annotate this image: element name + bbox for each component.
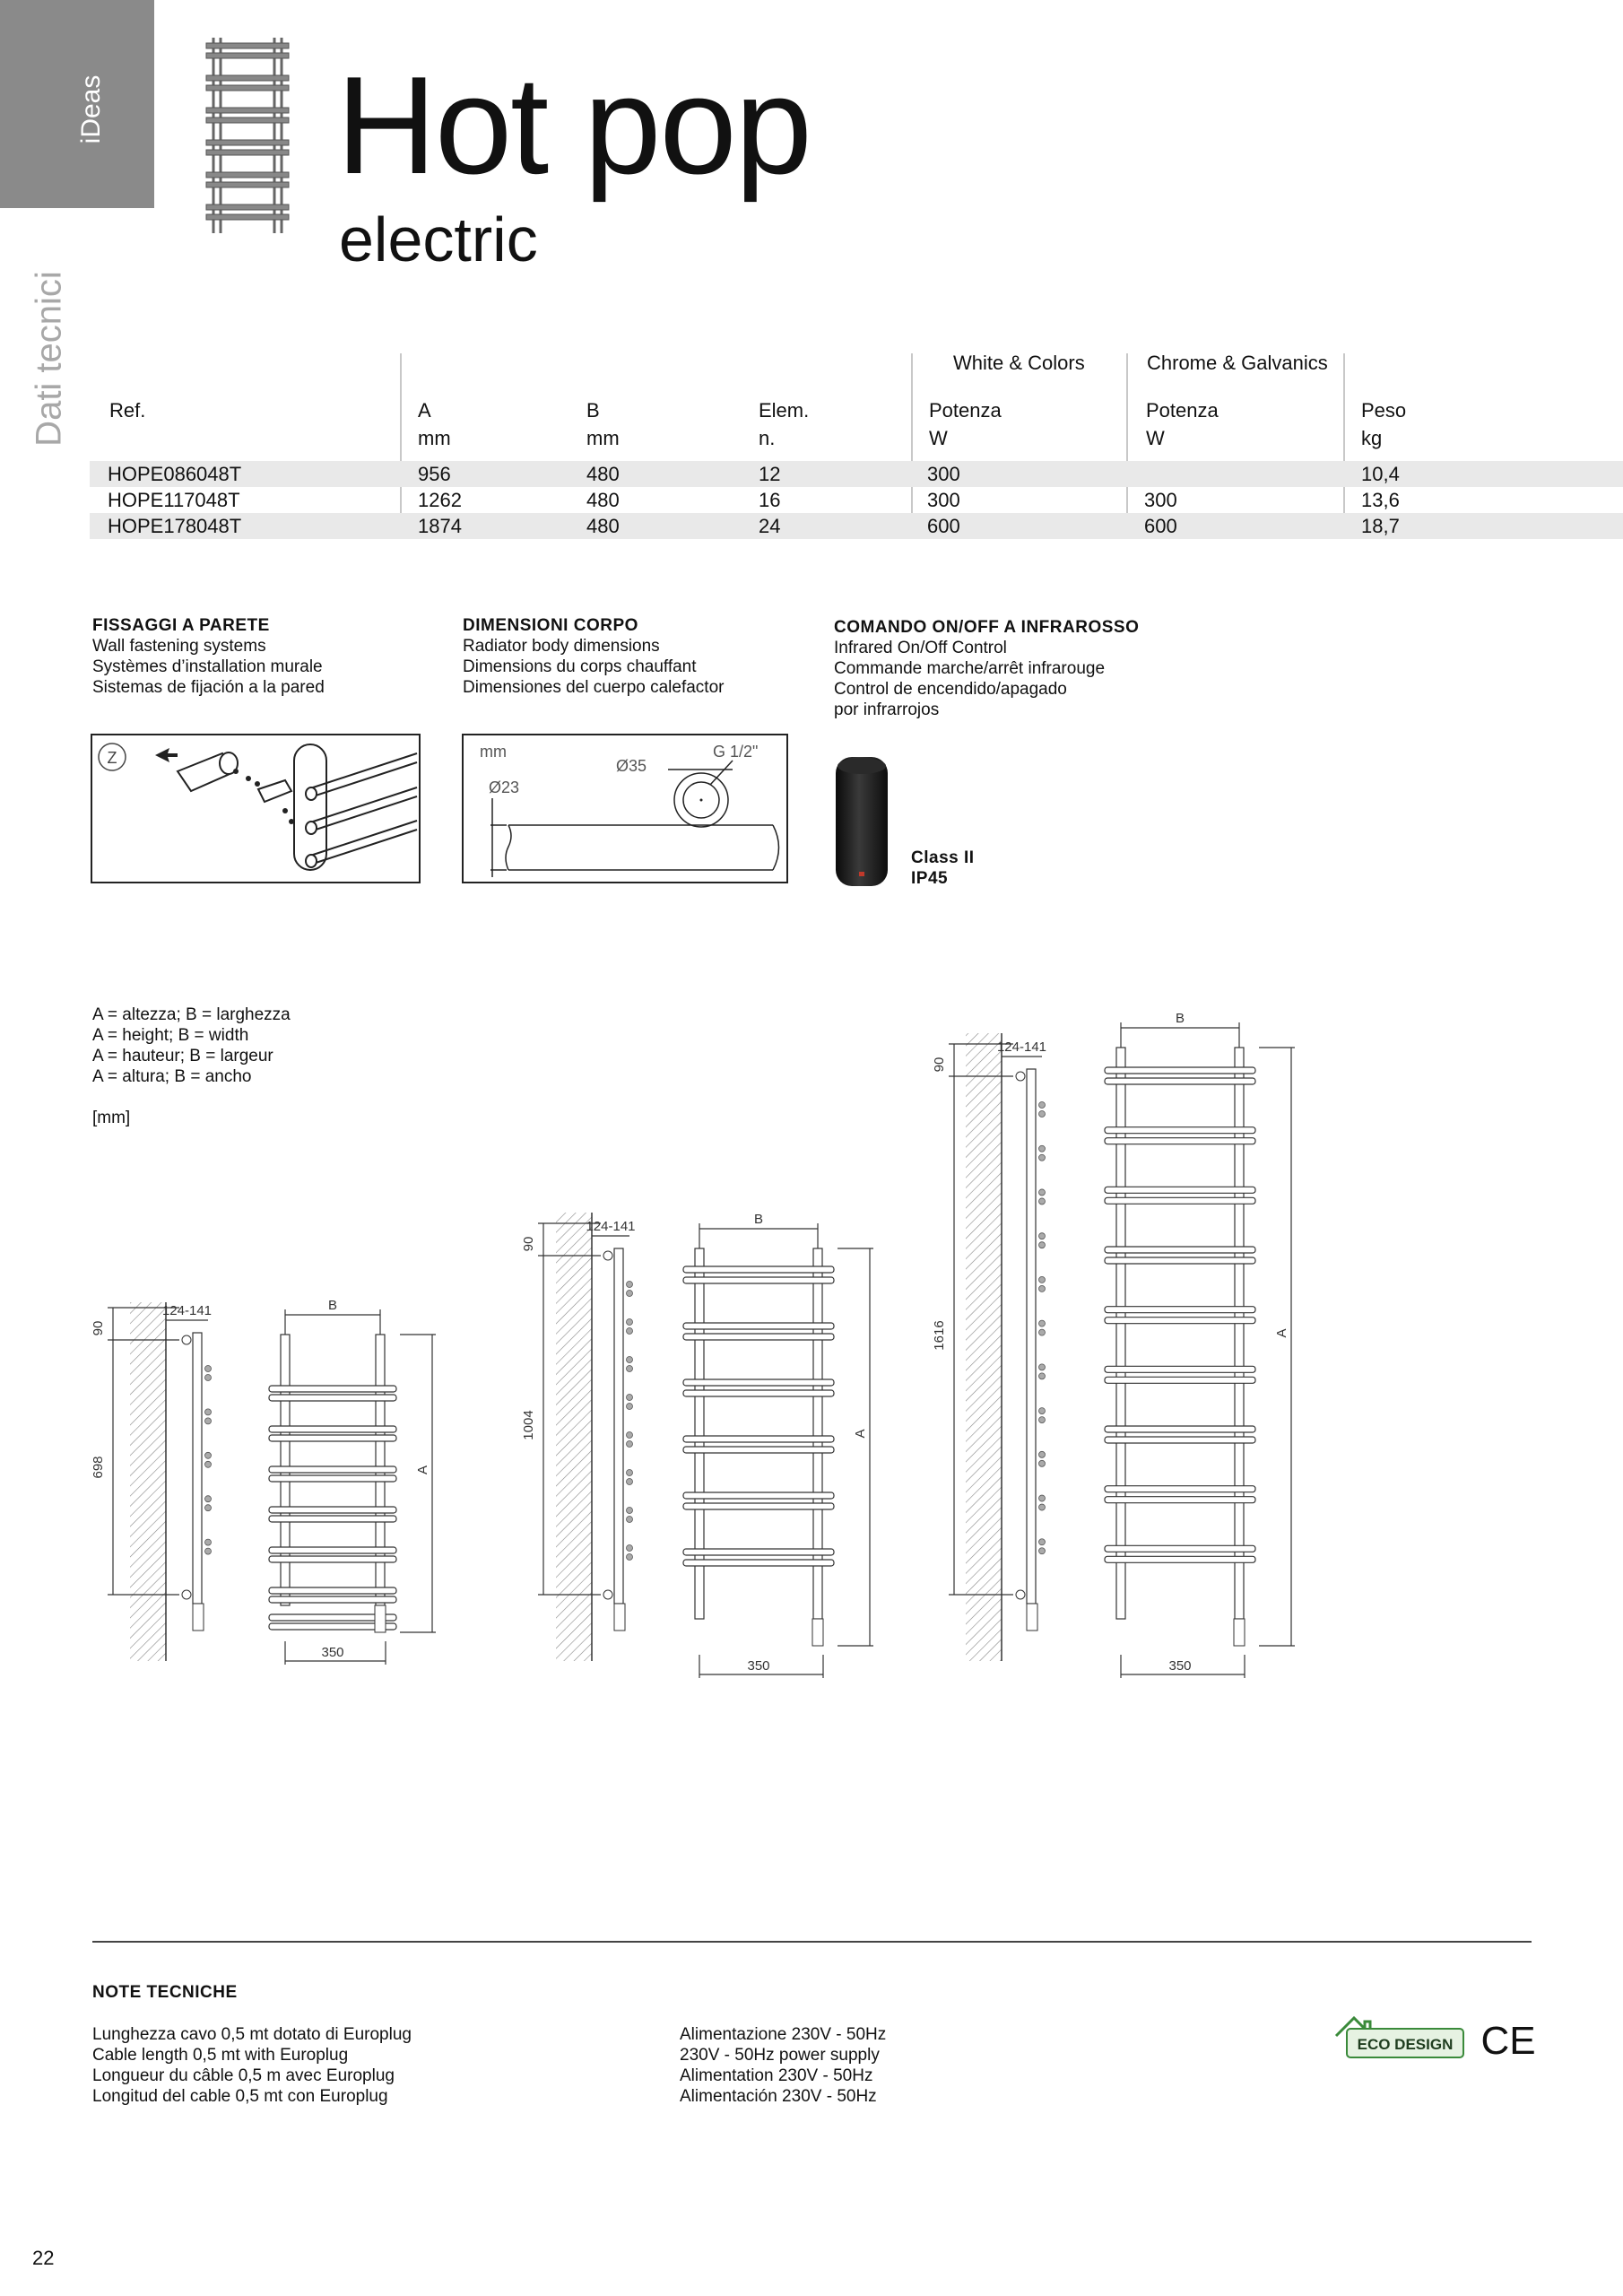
group-header-white: White & Colors <box>953 352 1085 374</box>
tube-end <box>1039 1408 1046 1414</box>
tube-section-drawing <box>464 735 786 882</box>
tube-end <box>1039 1451 1046 1457</box>
table-divider <box>1343 353 1345 537</box>
heater-plug <box>614 1604 625 1631</box>
note-line: Lunghezza cavo 0,5 mt dotato di Europlug <box>92 2025 412 2044</box>
column-header-power-white: Potenza <box>929 399 1002 422</box>
front-element-bar <box>1105 1247 1255 1253</box>
table-divider <box>400 353 402 537</box>
front-element-bar <box>683 1492 834 1499</box>
tube-end <box>1039 1102 1046 1109</box>
front-element-bar <box>683 1390 834 1396</box>
offset-dimension-label: 124-141 <box>996 1039 1047 1055</box>
front-element-bar <box>1105 1437 1255 1443</box>
note-line: Alimentación 230V - 50Hz <box>680 2087 877 2106</box>
wall-fastening-text <box>92 636 325 698</box>
front-element-bar <box>1105 1187 1255 1193</box>
height-a-label: A <box>1274 1328 1289 1338</box>
eco-design-label: ECO DESIGN <box>1357 2036 1454 2053</box>
note-line: Alimentazione 230V - 50Hz <box>680 2025 887 2044</box>
text-line: A = altezza; B = larghezza <box>92 1005 291 1024</box>
height-a-label: A <box>415 1465 430 1475</box>
heater-plug <box>1234 1619 1245 1646</box>
width-b-label: B <box>327 1298 338 1313</box>
wall-fastening-diagram <box>91 734 421 883</box>
section-label: Dati tecnici <box>29 271 69 447</box>
wall-hatch <box>130 1302 166 1661</box>
column-unit-a: mm <box>418 427 451 449</box>
table-divider <box>911 353 913 537</box>
table-cell: 13,6 <box>1361 489 1400 511</box>
diameter-23-label: Ø23 <box>489 778 520 796</box>
front-element-bar <box>683 1334 834 1340</box>
tube-end <box>205 1375 212 1381</box>
table-cell: 956 <box>418 463 451 485</box>
heater-plug <box>812 1619 823 1646</box>
front-element-bar <box>269 1466 396 1473</box>
ip-label: IP45 <box>911 869 949 888</box>
table-cell: 18,7 <box>1361 515 1400 537</box>
technical-drawings-svg <box>0 987 1623 1686</box>
front-element-bar <box>1105 1556 1255 1562</box>
text-line: Dimensiones del cuerpo calefactor <box>463 678 725 697</box>
tube-end <box>1039 1242 1046 1248</box>
ce-mark-label: CE <box>1480 2019 1536 2063</box>
tube-end <box>627 1328 633 1335</box>
text-line: A = altura; B = ancho <box>92 1067 252 1086</box>
bracket <box>603 1251 612 1260</box>
front-element-bar <box>269 1596 396 1603</box>
radiator-icon <box>204 38 291 237</box>
front-element-bar <box>1105 1318 1255 1324</box>
front-element-bar <box>683 1379 834 1386</box>
tube-end <box>1039 1233 1046 1239</box>
unit-label: mm <box>480 743 507 761</box>
tube-end <box>1039 1285 1046 1292</box>
front-element-bar <box>683 1560 834 1566</box>
text-line: Radiator body dimensions <box>463 637 660 656</box>
tube-end <box>627 1517 633 1523</box>
tube-end <box>1039 1495 1046 1501</box>
text-line: Systèmes d’installation murale <box>92 657 323 676</box>
table-divider <box>1126 353 1128 537</box>
table-cell: HOPE117048T <box>108 489 240 511</box>
tube-end <box>627 1366 633 1372</box>
tube-end <box>627 1395 633 1401</box>
group-header-chrome: Chrome & Galvanics <box>1147 352 1328 374</box>
text-line: por infrarrojos <box>834 700 940 719</box>
front-element-bar <box>1105 1078 1255 1084</box>
front-element-bar <box>1105 1366 1255 1372</box>
front-element-bar <box>683 1323 834 1329</box>
side-tab-label: iDeas <box>76 74 106 144</box>
infrared-control-text <box>834 638 1105 720</box>
note-line: 230V - 50Hz power supply <box>680 2046 880 2065</box>
tube-end <box>1039 1154 1046 1161</box>
table-cell: 300 <box>927 489 960 511</box>
table-cell: 480 <box>586 489 620 511</box>
column-header-weight: Peso <box>1361 399 1407 422</box>
tube-end <box>627 1432 633 1439</box>
tube-end <box>205 1409 212 1415</box>
front-element-bar <box>269 1395 396 1401</box>
height-dimension-label: 1616 <box>932 1320 947 1351</box>
front-element-bar <box>683 1436 834 1442</box>
bracket <box>1016 1590 1025 1599</box>
bracket <box>1016 1072 1025 1081</box>
table-cell: 300 <box>927 463 960 485</box>
tube-end <box>1039 1548 1046 1554</box>
column-unit-elem: n. <box>759 427 776 449</box>
table-cell: HOPE178048T <box>108 515 242 537</box>
text-line: A = height; B = width <box>92 1026 249 1045</box>
front-element-bar <box>1105 1138 1255 1144</box>
tube-end <box>205 1452 212 1458</box>
wall-fastening-title: FISSAGGI A PARETE <box>92 616 270 635</box>
top-dimension-label: 90 <box>932 1057 947 1073</box>
tube-end <box>627 1291 633 1297</box>
body-dimensions-text <box>463 636 725 698</box>
front-element-bar <box>1105 1127 1255 1134</box>
tube-end <box>1039 1460 1046 1466</box>
note-line: Longueur du câble 0,5 m avec Europlug <box>92 2066 395 2085</box>
wall-bracket-drawing <box>92 735 419 882</box>
front-element-bar <box>1105 1257 1255 1264</box>
tube-end <box>205 1496 212 1502</box>
tube-end <box>1039 1417 1046 1423</box>
front-element-bar <box>683 1549 834 1555</box>
table-cell: 600 <box>927 515 960 537</box>
tube-end <box>1039 1276 1046 1283</box>
tube-end <box>205 1505 212 1511</box>
tube-end <box>1039 1364 1046 1370</box>
class-label: Class II <box>911 848 975 867</box>
bracket <box>603 1590 612 1599</box>
tube-end <box>1039 1320 1046 1326</box>
tube-end <box>1039 1145 1046 1152</box>
page-number: 22 <box>32 2247 55 2269</box>
tube-end <box>1039 1198 1046 1205</box>
text-line: Wall fastening systems <box>92 637 266 656</box>
front-element-bar <box>269 1516 396 1522</box>
top-dimension-label: 90 <box>91 1320 106 1336</box>
front-element-bar <box>1105 1486 1255 1492</box>
note-line: Cable length 0,5 mt with Europlug <box>92 2046 349 2065</box>
offset-dimension-label: 124-141 <box>161 1303 213 1318</box>
front-element-bar <box>269 1507 396 1513</box>
heater-plug <box>193 1604 204 1631</box>
wall-hatch <box>556 1213 592 1661</box>
front-element-bar <box>683 1266 834 1273</box>
tube-end <box>1039 1111 1046 1118</box>
column-unit-power-white: W <box>929 427 948 449</box>
text-line: Control de encendido/apagado <box>834 680 1067 699</box>
technical-drawings <box>0 987 1623 1686</box>
front-element-bar <box>269 1386 396 1392</box>
front-element-bar <box>1105 1067 1255 1074</box>
tube-end <box>627 1441 633 1448</box>
front-element-bar <box>269 1556 396 1562</box>
top-dimension-label: 90 <box>521 1236 536 1252</box>
legend-unit: [mm] <box>92 1109 131 1127</box>
table-cell: HOPE086048T <box>108 463 242 485</box>
diameter-35-label: Ø35 <box>616 757 647 775</box>
text-line: Commande marche/arrêt infrarouge <box>834 659 1106 678</box>
width-b-label: B <box>753 1212 764 1227</box>
width-350-label: 350 <box>321 1645 344 1660</box>
front-element-bar <box>1105 1497 1255 1503</box>
ce-mark <box>1480 2019 1536 2063</box>
front-element-bar <box>1105 1197 1255 1204</box>
front-element-bar <box>269 1587 396 1594</box>
eco-design-logo <box>1334 2014 1467 2061</box>
table-cell: 1874 <box>418 515 462 537</box>
tube-end <box>205 1548 212 1554</box>
tube-end <box>205 1418 212 1424</box>
column-unit-power-chrome: W <box>1146 427 1165 449</box>
fastening-badge-label: Z <box>107 749 117 767</box>
table-cell: 1262 <box>418 489 462 511</box>
infrared-control-title: COMANDO ON/OFF A INFRAROSSO <box>834 618 1140 637</box>
column-header-b: B <box>586 399 600 422</box>
heater-plug <box>375 1605 386 1632</box>
radiator-side-view <box>1027 1069 1036 1604</box>
table-cell: 24 <box>759 515 781 537</box>
front-element-bar <box>269 1426 396 1432</box>
column-header-power-chrome: Potenza <box>1146 399 1219 422</box>
wall-hatch <box>966 1033 1002 1661</box>
table-cell: 480 <box>586 463 620 485</box>
front-element-bar <box>269 1435 396 1441</box>
table-cell: 600 <box>1144 515 1177 537</box>
column-header-a: A <box>418 399 431 422</box>
width-350-label: 350 <box>747 1658 770 1674</box>
text-line: Dimensions du corps chauffant <box>463 657 697 676</box>
bracket <box>182 1335 191 1344</box>
height-dimension-label: 1004 <box>521 1410 536 1440</box>
table-cell: 16 <box>759 489 781 511</box>
notes-column-1 <box>92 2024 412 2107</box>
tube-end <box>1039 1189 1046 1196</box>
front-element-bar <box>1105 1545 1255 1552</box>
notes-divider <box>92 1941 1532 1943</box>
thread-label: G 1/2" <box>713 743 759 761</box>
width-b-label: B <box>1175 1011 1185 1026</box>
note-line: Alimentation 230V - 50Hz <box>680 2066 873 2085</box>
tube-end <box>627 1319 633 1326</box>
text-line: Infrared On/Off Control <box>834 639 1007 657</box>
bracket <box>182 1590 191 1599</box>
tube-end <box>627 1554 633 1561</box>
tube-end <box>627 1282 633 1288</box>
tube-end <box>205 1539 212 1545</box>
tube-end <box>627 1470 633 1476</box>
width-350-label: 350 <box>1168 1658 1192 1674</box>
notes-title: NOTE TECNICHE <box>92 1983 238 2002</box>
body-dimensions-title: DIMENSIONI CORPO <box>463 616 638 635</box>
heater-plug <box>1027 1604 1037 1631</box>
tube-end <box>627 1479 633 1485</box>
note-line: Longitud del cable 0,5 mt con Europlug <box>92 2087 388 2106</box>
table-cell: 12 <box>759 463 781 485</box>
front-element-bar <box>1105 1307 1255 1313</box>
product-subtitle: electric <box>339 204 538 274</box>
tube-end <box>627 1404 633 1410</box>
front-element-bar <box>683 1503 834 1509</box>
radiator-side-view <box>614 1248 623 1604</box>
tube-end <box>1039 1373 1046 1379</box>
column-header-elem: Elem. <box>759 399 810 422</box>
tube-end <box>1039 1329 1046 1335</box>
column-unit-b: mm <box>586 427 620 449</box>
tube-end <box>205 1366 212 1372</box>
tube-end <box>1039 1504 1046 1510</box>
tube-end <box>627 1545 633 1552</box>
front-element-bar <box>1105 1426 1255 1432</box>
notes-column-2 <box>680 2024 886 2107</box>
front-element-bar <box>683 1277 834 1283</box>
tube-end <box>1039 1539 1046 1545</box>
infrared-control-unit-image <box>832 755 891 888</box>
front-element-bar <box>269 1547 396 1553</box>
offset-dimension-label: 124-141 <box>586 1219 636 1234</box>
table-cell: 10,4 <box>1361 463 1400 485</box>
text-line: A = hauteur; B = largeur <box>92 1047 273 1065</box>
text-line: Sistemas de fijación a la pared <box>92 678 325 697</box>
product-title: Hot pop <box>336 48 811 203</box>
radiator-side-view <box>193 1333 202 1604</box>
height-dimension-label: 698 <box>91 1456 106 1479</box>
front-element-bar <box>1105 1377 1255 1383</box>
column-header-ref: Ref. <box>109 399 146 422</box>
body-dimensions-diagram <box>462 734 788 883</box>
column-unit-weight: kg <box>1361 427 1383 449</box>
tube-end <box>627 1357 633 1363</box>
front-element-bar <box>269 1475 396 1482</box>
table-cell: 480 <box>586 515 620 537</box>
table-cell: 300 <box>1144 489 1177 511</box>
height-a-label: A <box>853 1429 868 1439</box>
front-element-bar <box>683 1447 834 1453</box>
tube-end <box>205 1461 212 1467</box>
tube-end <box>627 1508 633 1514</box>
